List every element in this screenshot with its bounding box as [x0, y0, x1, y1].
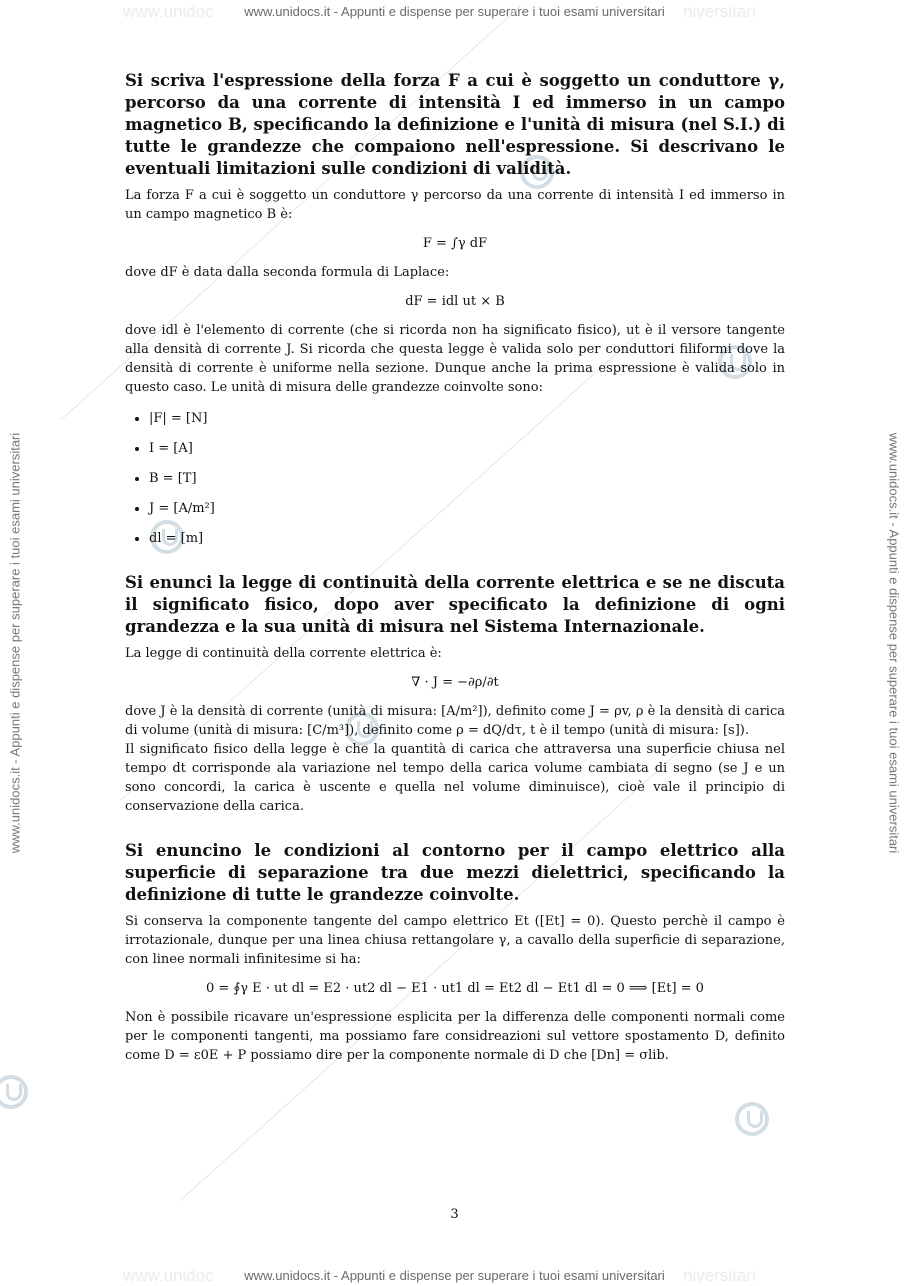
list-item: • |F| = [N]: [149, 409, 785, 428]
section-force-on-conductor: [125, 70, 785, 548]
document-body: [125, 70, 785, 1065]
paragraph: La forza F a cui è soggetto un conduttore γ percorso da una corrente di intensità I ed immerso in un campo magnetico B è:: [125, 188, 785, 222]
paragraph: dove dF è data dalla seconda formula di Laplace:: [125, 265, 450, 280]
list-item: • I = [A]: [149, 439, 785, 458]
paragraph: dove J è la densità di corrente (unità di misura: [A/m²]), definito come J = ρv, ρ è la densità di carica di volume (unità di misura: [C/m³]), definito come ρ = dQ/dτ, t è il tempo (unità di misura: [s]).: [125, 704, 785, 738]
equation: ∇ · J = −∂ρ/∂t: [411, 675, 499, 690]
ghost-watermark-bottom-left: www.unidoc: [123, 1266, 214, 1285]
equation: F = ∫γ dF: [422, 236, 488, 251]
unidocs-logo-icon: [0, 1075, 28, 1109]
question-heading: Si enuncino le condizioni al contorno per il campo elettrico alla superficie di separazione tra due mezzi dielettrici, specificando la definizione di tutte le grandezze coinvolte.: [125, 841, 785, 904]
ghost-watermark-bottom-right: niversitari: [683, 1266, 756, 1285]
question-heading: Si scriva l'espressione della forza F a cui è soggetto un conduttore γ, percorso da una corrente di intensità I ed immerso in un campo magnetico B, specificando la definizione e l'unità di misura (nel S.I.) di tutte le grandezze che compaiono nell'espressione. Si descrivano le eventuali limitazioni sulle condizioni di validità.: [125, 71, 785, 178]
list-item: • J = [A/m²]: [149, 499, 785, 518]
ghost-watermark-top-left: www.unidoc: [123, 2, 214, 21]
unidocs-logo-icon: [735, 1102, 769, 1136]
section-boundary-conditions: [125, 840, 785, 1065]
ghost-watermark-top-right: niversitari: [683, 2, 756, 21]
list-item: • B = [T]: [149, 469, 785, 488]
watermark-left: www.unidocs.it - Appunti e dispense per superare i tuoi esami universitari: [7, 432, 23, 854]
paragraph: Si conserva la componente tangente del campo elettrico Et ([Et] = 0). Questo perchè il campo è irrotazionale, dunque per una linea chiusa rettangolare γ, a cavallo della superficie di separazione, con linee normali infinitesime si ha:: [125, 914, 785, 967]
question-heading: Si enunci la legge di continuità della corrente elettrica e se ne discuta il significato fisico, dopo aver specificato la definizione di ogni grandezza e la sua unità di misura nel Sistema Internazionale.: [125, 573, 785, 636]
units-list: [125, 409, 785, 548]
watermark-right: www.unidocs.it - Appunti e dispense per superare i tuoi esami universitari: [886, 432, 902, 854]
paragraph: La legge di continuità della corrente elettrica è:: [125, 646, 442, 661]
equation: dF = idl ut × B: [405, 294, 505, 309]
page-number: 3: [450, 1207, 459, 1222]
equation: 0 = ∮γ E · ut dl = E2 · ut2 dl − E1 · ut1 dl = Et2 dl − Et1 dl = 0 ⟹ [Et] = 0: [206, 981, 704, 996]
paragraph: Il significato fisico della legge è che la quantità di carica che attraversa una superficie chiusa nel tempo dt corrisponde ala variazione nel tempo della carica volume cambiata di segno (se J e un sono concordi, la carica è uscente e quella nel volume diminuisce), cioè vale il principio di conservazione della carica.: [125, 742, 785, 814]
paragraph: dove idl è l'elemento di corrente (che si ricorda non ha significato fisico), ut è il versore tangente alla densità di corrente J. Si ricorda che questa legge è valida solo per conduttori filiformi dove la densità di corrente è uniforme nella sezione. Dunque anche la prima espressione è valida solo in questo caso. Le unità di misura delle grandezze coinvolte sono:: [125, 323, 785, 395]
watermark-header: www.unidocs.it - Appunti e dispense per superare i tuoi esami universitari: [244, 4, 665, 19]
list-item: • dl = [m]: [149, 529, 785, 548]
section-continuity-law: [125, 572, 785, 816]
paragraph: Non è possibile ricavare un'espressione esplicita per la differenza delle componenti normali come per le componenti tangenti, ma possiamo fare considreazioni sul vettore spostamento D, definito come D = ε0E + P possiamo dire per la componente normale di D che [Dn] = σlib.: [125, 1010, 785, 1063]
watermark-footer: www.unidocs.it - Appunti e dispense per superare i tuoi esami universitari: [244, 1268, 665, 1283]
